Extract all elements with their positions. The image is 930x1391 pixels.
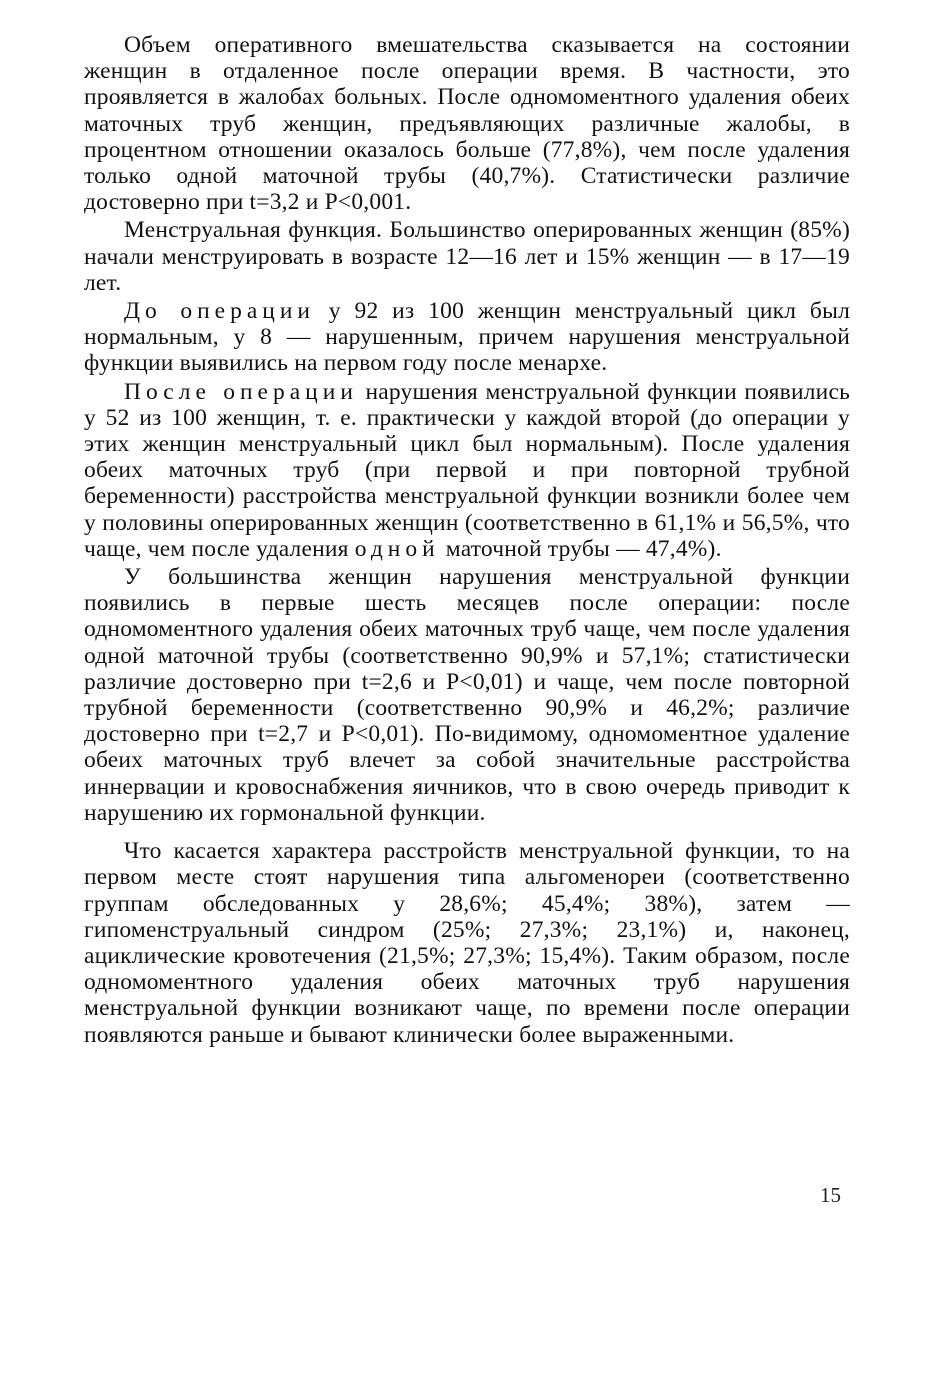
- paragraph-after-surgery: [84, 379, 850, 562]
- paragraph-surgery-scope: Объем оперативного вмешательства сказывается на состоянии женщин в отдаленное после операции время. В частности, это проявляется в жалобах больных. После одномоментного удаления обеих маточных труб женщин, предъявляющих различные жалобы, в процентном отношении оказалось больше (77,8%), чем после удаления только одной маточной трубы (40,7%). Статистически различие достоверно при t=3,2 и P<0,001.: [84, 32, 850, 216]
- paragraph-menstrual-function: Менструальная функция. Большинство оперированных женщин (85%) начали менструировать в возрасте 12—16 лет и 15% женщин — в 17—19 лет.: [84, 217, 850, 296]
- lead-after-surgery: После операции: [124, 378, 358, 405]
- paragraph-disorder-types: Что касается характера расстройств менструальной функции, то на первом месте стоят нарушения типа альгоменореи (соответственно группам обследованных у 28,6%; 45,4%; 38%), затем — гипоменструальный синдром (25%; 27,3%; 23,1%) и, наконец, ациклические кровотечения (21,5%; 27,3%; 15,4%). Таким образом, после одномоментного удаления обеих маточных труб нарушения менструальной функции возникают чаще, по времени после операции появляются раньше и бывают клинически более выраженными.: [84, 838, 850, 1048]
- paragraph-before-surgery: [84, 298, 850, 377]
- emphasis-one: одной: [354, 535, 440, 562]
- text-after-surgery-tail: маточной трубы — 47,4%).: [439, 535, 722, 562]
- text-before-surgery: у 92 из 100 женщин менструальный цикл был нормальным, у 8 — нарушенным, причем нарушения менструальной функции выявились на первом году после менархе.: [84, 298, 850, 377]
- page-number: 15: [820, 1183, 841, 1207]
- paragraph-first-six-months: У большинства женщин нарушения менструальной функции появились в первые шесть месяцев после операции: после одномоментного удаления обеих маточных труб чаще, чем после удаления одной маточной трубы (соответственно 90,9% и 57,1%; статистически различие достоверно при t=2,6 и P<0,01) и чаще, чем после повторной трубной беременности (соответственно 90,9% и 46,2%; различие достоверно при t=2,7 и P<0,01). По-видимому, одномоментное удаление обеих маточных труб влечет за собой значительные расстройства иннервации и кровоснабжения яичников, что в свою очередь приводит к нарушению их гормональной функции.: [84, 564, 850, 826]
- text-after-surgery: нарушения менструальной функции появились у 52 из 100 женщин, т. е. практически у каждой второй (до операции у этих женщин менструальный цикл был нормальным). После удаления обеих маточных труб (при первой и при повторной трубной беременности) расстройства менструальной функции возникли более чем у половины оперированных женщин (соответственно в 61,1% и 56,5%, что чаще, чем после удаления: [84, 378, 850, 562]
- page-body: [84, 32, 850, 1048]
- lead-before-surgery: До операции: [124, 298, 316, 325]
